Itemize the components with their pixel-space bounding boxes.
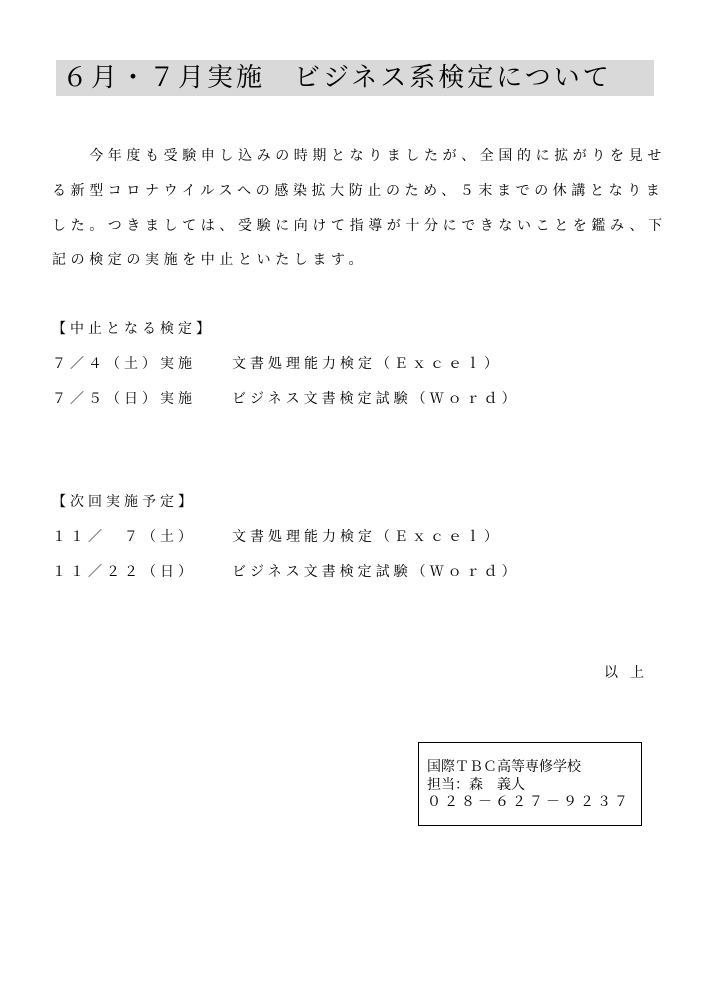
- next-date-1: １１／ ７（土）: [52, 529, 196, 545]
- cancelled-date-2: ７／５（日）実施: [52, 391, 196, 407]
- next-date-2: １１／２２（日）: [52, 564, 196, 580]
- body-line-4: 記の検定の実施を中止といたします。: [52, 252, 368, 268]
- contact-school: 国際ＴＢＣ高等専修学校: [427, 759, 581, 775]
- next-heading: 【次回実施予定】: [52, 494, 196, 510]
- cancelled-heading: 【中止となる検定】: [52, 321, 214, 337]
- body-line-1: 今年度も受験申し込みの時期となりましたが、全国的に拡がりを見せ: [52, 148, 666, 164]
- contact-box: [418, 742, 642, 826]
- body-line-3: した。つきましては、受験に向けて指導が十分にできないことを鑑み、下: [52, 218, 667, 234]
- contact-person: 担当：森 義人: [427, 777, 525, 793]
- cancelled-exam-2: ビジネス文書検定試験（Ｗｏｒｄ）: [232, 391, 520, 407]
- body-line-2: る新型コロナウイルスへの感染拡大防止のため、５末までの休講となりま: [52, 183, 665, 199]
- cancelled-date-1: ７／４（土）実施: [52, 356, 196, 372]
- next-exam-2: ビジネス文書検定試験（Ｗｏｒｄ）: [232, 564, 520, 580]
- contact-phone: ０２８－６２７－９２３７: [427, 794, 631, 810]
- cancelled-exam-1: 文書処理能力検定（Ｅｘｃｅｌ）: [232, 356, 502, 372]
- closing-mark: 以上: [604, 665, 656, 681]
- next-exam-1: 文書処理能力検定（Ｅｘｃｅｌ）: [232, 529, 502, 545]
- page-title: ６月・７月実施 ビジネス系検定について: [62, 63, 612, 93]
